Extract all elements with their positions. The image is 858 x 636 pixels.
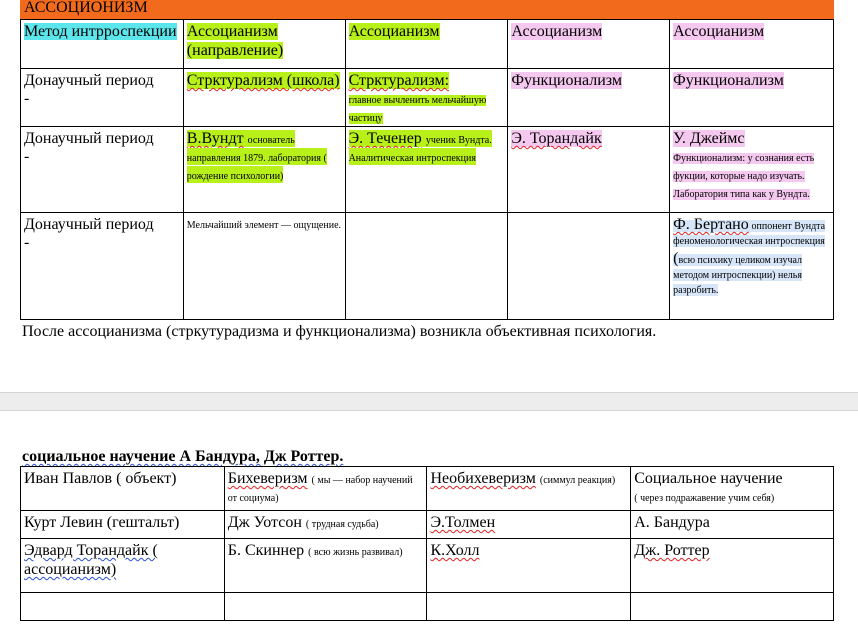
- bandura: А. Бандура: [634, 514, 710, 531]
- table-cell: [21, 539, 225, 593]
- table-cell: [508, 213, 670, 320]
- lewin: Курт Левин (гештальт): [24, 514, 180, 531]
- dash: -: [24, 234, 30, 251]
- tolman: Э.Толмен: [430, 514, 496, 531]
- table-cell: [183, 20, 345, 69]
- structuralism-school: Стрктурализм (школа): [186, 72, 340, 89]
- table-row: [21, 213, 834, 320]
- table-cell: [21, 213, 184, 320]
- section-title-bar: [20, 0, 834, 19]
- table-row: [21, 69, 834, 127]
- section-title: АССОЦИОНИЗМ: [24, 0, 148, 16]
- table-cell: [21, 127, 184, 213]
- paragraph-objective-psychology: После ассоцианизма (стркутурадизма и функционализма) возникла объективная психология.: [22, 323, 657, 340]
- wundt-note: основатель направления 1879. лаборатория ( рождение психологии): [186, 135, 327, 182]
- table-cell: [224, 539, 427, 593]
- james-name: У. Джеймс: [673, 130, 745, 147]
- table-cell: [427, 593, 631, 621]
- table-cell: [508, 20, 670, 69]
- header-method: Метод интрроспекции: [24, 23, 177, 40]
- header-associanism: Ассоцианизм: [673, 23, 765, 40]
- table-row: [21, 20, 834, 69]
- behaviorism-table: [20, 466, 834, 621]
- functionalism-label: Функционализм: [673, 72, 784, 89]
- header-direction: Ассоцианизм (направление): [186, 23, 284, 59]
- table-cell: [427, 511, 631, 539]
- titchener-name: Э. Теченер: [348, 130, 422, 147]
- table-cell: [631, 539, 834, 593]
- table-row: [21, 539, 834, 593]
- table-cell: [427, 467, 631, 511]
- table-row: [21, 127, 834, 213]
- table-row: [21, 467, 834, 511]
- thorndike-name: Э. Торандайк: [511, 130, 602, 147]
- rotter: Дж. Роттер: [634, 542, 710, 559]
- wundt-name: В.Вундт: [186, 130, 244, 147]
- brentano-note-continued: всю психику целиком изучал методом интроспекции) нелья разробить.: [673, 255, 803, 296]
- table-cell: [21, 20, 184, 69]
- table-cell: [224, 593, 427, 621]
- table-cell: [427, 539, 631, 593]
- pavlov: Иван Павлов ( объект): [24, 470, 177, 487]
- social-learning-label: Социальное научение: [634, 470, 783, 487]
- james-note: Функционализм: у сознания есть фукции, которые надо изучать. Лаборатория типа как у Вундта.: [673, 153, 815, 200]
- neobehaviorism-note: (симмул реакция): [539, 475, 616, 486]
- social-learning-heading: социальное научение А Бандура, Дж Роттер.: [22, 448, 344, 465]
- behaviorism-note: ( мы — набор научений от социума): [227, 475, 413, 504]
- table-cell: [183, 213, 345, 320]
- social-learning-note: ( через подражавение учим себя): [634, 493, 775, 504]
- smallest-element-note: Мельчайший элемент — ощущение.: [186, 220, 342, 231]
- table-cell: [345, 20, 508, 69]
- table-cell: [345, 127, 508, 213]
- table-row: [21, 593, 834, 621]
- table-cell: [631, 593, 834, 621]
- dash: -: [24, 90, 30, 107]
- table-row: [21, 511, 834, 539]
- hull: К.Холл: [430, 542, 480, 559]
- table-cell: [345, 69, 508, 127]
- page-gap: [0, 393, 858, 410]
- watson: Дж Уотсон: [227, 514, 302, 531]
- table-cell: [345, 213, 508, 320]
- brentano-name: Ф. Бертано: [673, 216, 749, 233]
- neobehaviorism-label: Необихеверизм: [430, 470, 536, 487]
- header-associanism: Ассоцианизм: [511, 23, 603, 40]
- table-cell: [670, 69, 834, 127]
- table-cell: [508, 69, 670, 127]
- titchener-note: ученик Вундта. Аналитическая интроспекция: [348, 135, 492, 164]
- period-label: Донаучный период: [24, 72, 154, 89]
- structuralism-label: Стрктурализм:: [348, 72, 450, 89]
- table-cell: [21, 69, 184, 127]
- watson-note: ( трудная судьба): [305, 519, 379, 530]
- association-table: [20, 19, 834, 320]
- functionalism-label: Функционализм: [511, 72, 623, 89]
- thorndike: Эдвард Торандайк ( ассоцианизм): [24, 542, 158, 578]
- table-cell: [670, 127, 834, 213]
- period-label: Донаучный период: [24, 216, 154, 233]
- brentano-note: оппонент Вундта феноменологическая интроспекция: [673, 221, 826, 247]
- table-cell: [224, 467, 427, 511]
- skinner-note: ( всю жизнь развивал): [308, 547, 403, 558]
- table-cell: [224, 511, 427, 539]
- behaviorism-label: Бихеверизм: [227, 470, 308, 487]
- dash: -: [24, 148, 30, 165]
- brentano-paren: (: [673, 250, 679, 267]
- table-cell: [183, 127, 345, 213]
- header-associanism: Ассоцианизм: [348, 23, 440, 40]
- table-cell: [183, 69, 345, 127]
- table-cell: [21, 467, 225, 511]
- page-break-line: [0, 410, 858, 411]
- table-cell: [670, 20, 834, 69]
- table-cell: [670, 213, 834, 320]
- structuralism-note: главное вычленить мельчайшую частицу: [348, 95, 487, 124]
- table-cell: [631, 511, 834, 539]
- table-cell: [508, 127, 670, 213]
- table-cell: [21, 593, 225, 621]
- skinner: Б. Скиннер: [227, 542, 305, 559]
- period-label: Донаучный период: [24, 130, 154, 147]
- table-cell: [631, 467, 834, 511]
- table-cell: [21, 511, 225, 539]
